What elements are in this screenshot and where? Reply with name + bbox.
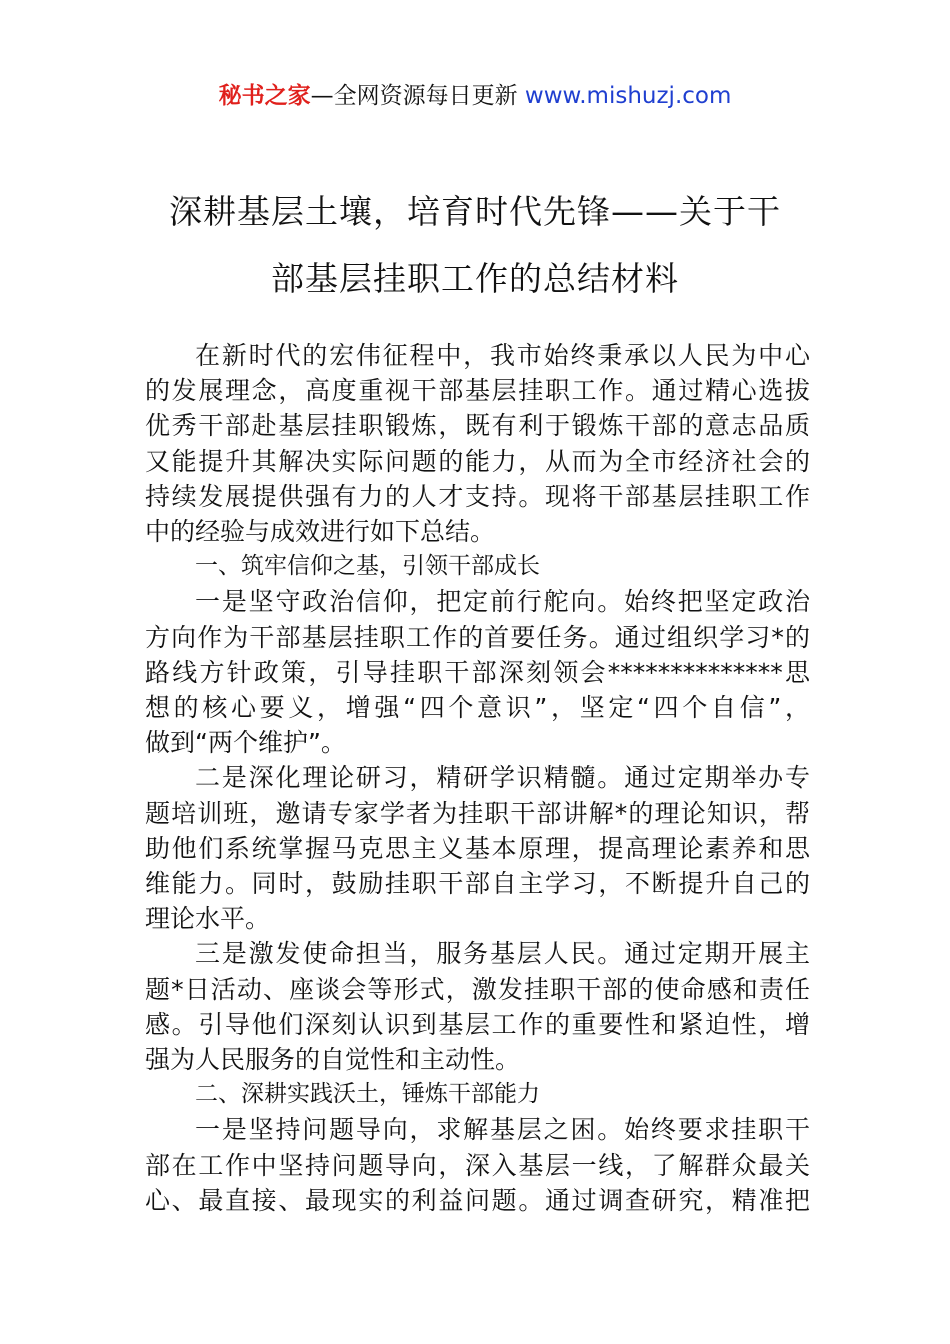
paragraph-line: 路线方针政策，引导挂职干部深刻领会**************思: [145, 657, 810, 687]
paragraph-line: 做到“两个维护”。: [145, 728, 346, 758]
paragraph-line: 理论水平。: [145, 904, 271, 934]
section-heading: 一、筑牢信仰之基，引领干部成长: [195, 553, 540, 580]
paragraph-line: 中的经验与成效进行如下总结。: [145, 517, 496, 547]
paragraph-line: 的发展理念，高度重视干部基层挂职工作。通过精心选拔: [145, 376, 810, 406]
title-line: 深耕基层土壤，培育时代先锋——关于干: [169, 192, 781, 231]
paragraph-line: 持续发展提供强有力的人才支持。现将干部基层挂职工作: [145, 481, 810, 511]
title-line: 部基层挂职工作的总结材料: [271, 259, 679, 298]
paragraph-line: 想的核心要义，增强“四个意识”，坚定“四个自信”，: [145, 693, 810, 723]
site-brand: 秘书之家: [218, 83, 311, 109]
paragraph-line: 心、最直接、最现实的利益问题。通过调查研究，精准把: [145, 1185, 810, 1215]
section-heading: 二、深耕实践沃土，锤炼干部能力: [195, 1081, 540, 1108]
paragraph-line: 强为人民服务的自觉性和主动性。: [145, 1045, 521, 1075]
document-title: [145, 178, 805, 312]
document-body: [145, 338, 810, 1218]
paragraph-line: 三是激发使命担当，服务基层人民。通过定期开展主: [195, 939, 810, 969]
paragraph-line: 在新时代的宏伟征程中，我市始终秉承以人民为中心: [195, 341, 810, 370]
paragraph-line: 二是深化理论研习，精研学识精髓。通过定期举办专: [195, 763, 810, 793]
paragraph-line: 又能提升其解决实际问题的能力，从而为全市经济社会的: [145, 446, 810, 476]
paragraph-line: 方向作为干部基层挂职工作的首要任务。通过组织学习*的: [145, 622, 810, 652]
paragraph-line: 题*日活动、座谈会等形式，激发挂职干部的使命感和责任: [145, 974, 810, 1004]
paragraph-line: 优秀干部赴基层挂职锻炼，既有利于锻炼干部的意志品质: [145, 411, 810, 441]
paragraph-line: 感。引导他们深刻认识到基层工作的重要性和紧迫性，增: [145, 1009, 810, 1039]
paragraph-line: 维能力。同时，鼓励挂职干部自主学习，不断提升自己的: [145, 869, 810, 899]
site-url-link[interactable]: www.mishuzj.com: [524, 83, 732, 109]
paragraph-line: 一是坚守政治信仰，把定前行舵向。始终把坚定政治: [195, 587, 810, 617]
paragraph-line: 一是坚持问题导向，求解基层之困。始终要求挂职干: [195, 1115, 810, 1145]
paragraph-line: 题培训班，邀请专家学者为挂职干部讲解*的理论知识，帮: [145, 798, 810, 828]
paragraph-line: 部在工作中坚持问题导向，深入基层一线，了解群众最关: [145, 1150, 810, 1180]
site-header: [0, 80, 950, 112]
site-tagline: —全网资源每日更新: [310, 83, 525, 109]
paragraph-line: 助他们系统掌握马克思主义基本原理，提高理论素养和思: [145, 833, 810, 863]
